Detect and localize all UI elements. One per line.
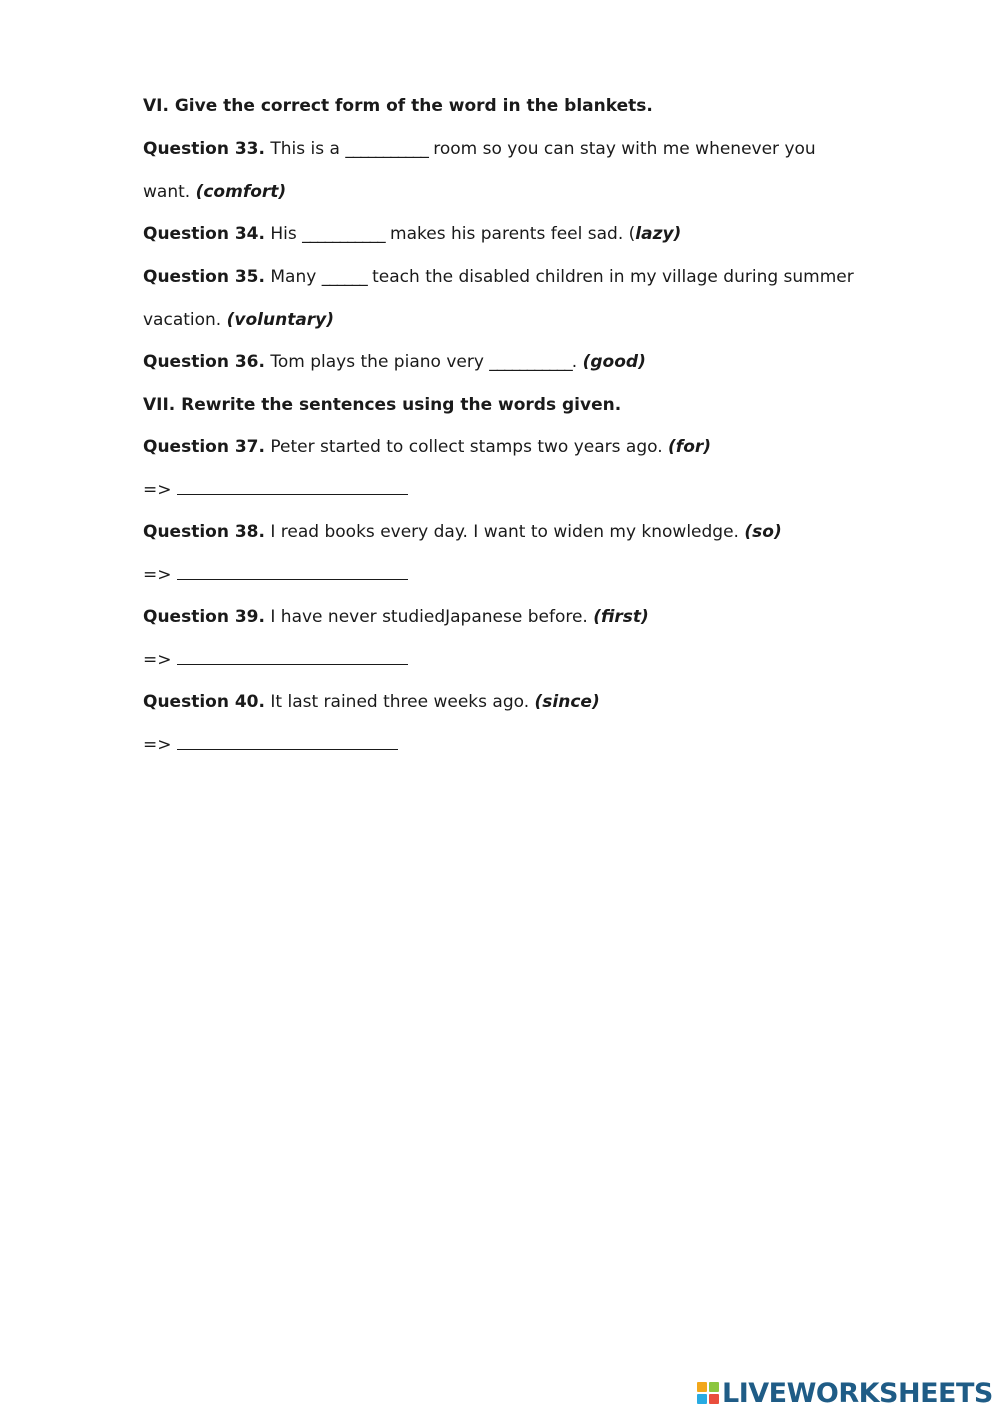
section-vi-heading: VI. Give the correct form of the word in the blankets.	[143, 96, 653, 116]
question-37-label: Question 37.	[143, 437, 265, 457]
question-34-hint: lazy)	[635, 224, 682, 244]
answer-37-input[interactable]	[177, 480, 408, 495]
question-39-hint: (first)	[593, 607, 649, 627]
question-34-blank[interactable]: ___________	[302, 224, 385, 244]
answer-37: =>	[143, 479, 408, 501]
question-40: Question 40. It last rained three weeks ago. (since)	[143, 692, 600, 712]
question-35: Question 35. Many ______ teach the disabled children in my village during summer	[143, 267, 854, 287]
question-33-continued: want. (comfort)	[143, 182, 287, 202]
logo-mark-tile	[697, 1394, 707, 1404]
question-34: Question 34. His ___________ makes his parents feel sad. (lazy)	[143, 224, 682, 244]
question-36-blank[interactable]: ___________	[489, 352, 572, 372]
question-38-label: Question 38.	[143, 522, 265, 542]
logo-mark-tile	[709, 1382, 719, 1392]
question-36-label: Question 36.	[143, 352, 265, 372]
question-36: Question 36. Tom plays the piano very ___________. (good)	[143, 352, 646, 372]
question-33-hint: (comfort)	[195, 182, 287, 202]
liveworksheets-logo-text: LIVEWORKSHEETS	[722, 1377, 993, 1409]
question-39: Question 39. I have never studiedJapanese before. (first)	[143, 607, 649, 627]
question-34-label: Question 34.	[143, 224, 265, 244]
liveworksheets-logo[interactable]	[697, 1378, 993, 1408]
question-39-label: Question 39.	[143, 607, 265, 627]
question-35-label: Question 35.	[143, 267, 265, 287]
liveworksheets-logo-icon	[697, 1382, 719, 1404]
section-vii-heading: VII. Rewrite the sentences using the words given.	[143, 395, 622, 415]
answer-39-input[interactable]	[177, 650, 408, 665]
answer-40-input[interactable]	[177, 735, 398, 750]
answer-40: =>	[143, 734, 398, 756]
question-33: Question 33. This is a ___________ room so you can stay with me whenever you	[143, 139, 816, 159]
question-40-hint: (since)	[534, 692, 600, 712]
question-37-hint: (for)	[668, 437, 712, 457]
question-35-continued: vacation. (voluntary)	[143, 310, 335, 330]
logo-mark-tile	[709, 1394, 719, 1404]
question-38: Question 38. I read books every day. I want to widen my knowledge. (so)	[143, 522, 782, 542]
question-36-hint: (good)	[582, 352, 646, 372]
question-35-blank[interactable]: ______	[321, 267, 367, 287]
answer-38-input[interactable]	[177, 565, 408, 580]
answer-39: =>	[143, 649, 408, 671]
question-40-label: Question 40.	[143, 692, 265, 712]
question-38-hint: (so)	[744, 522, 782, 542]
question-37: Question 37. Peter started to collect stamps two years ago. (for)	[143, 437, 712, 457]
question-33-label: Question 33.	[143, 139, 265, 159]
question-35-hint: (voluntary)	[226, 310, 335, 330]
answer-38: =>	[143, 564, 408, 586]
logo-mark-tile	[697, 1382, 707, 1392]
question-33-blank[interactable]: ___________	[345, 139, 428, 159]
